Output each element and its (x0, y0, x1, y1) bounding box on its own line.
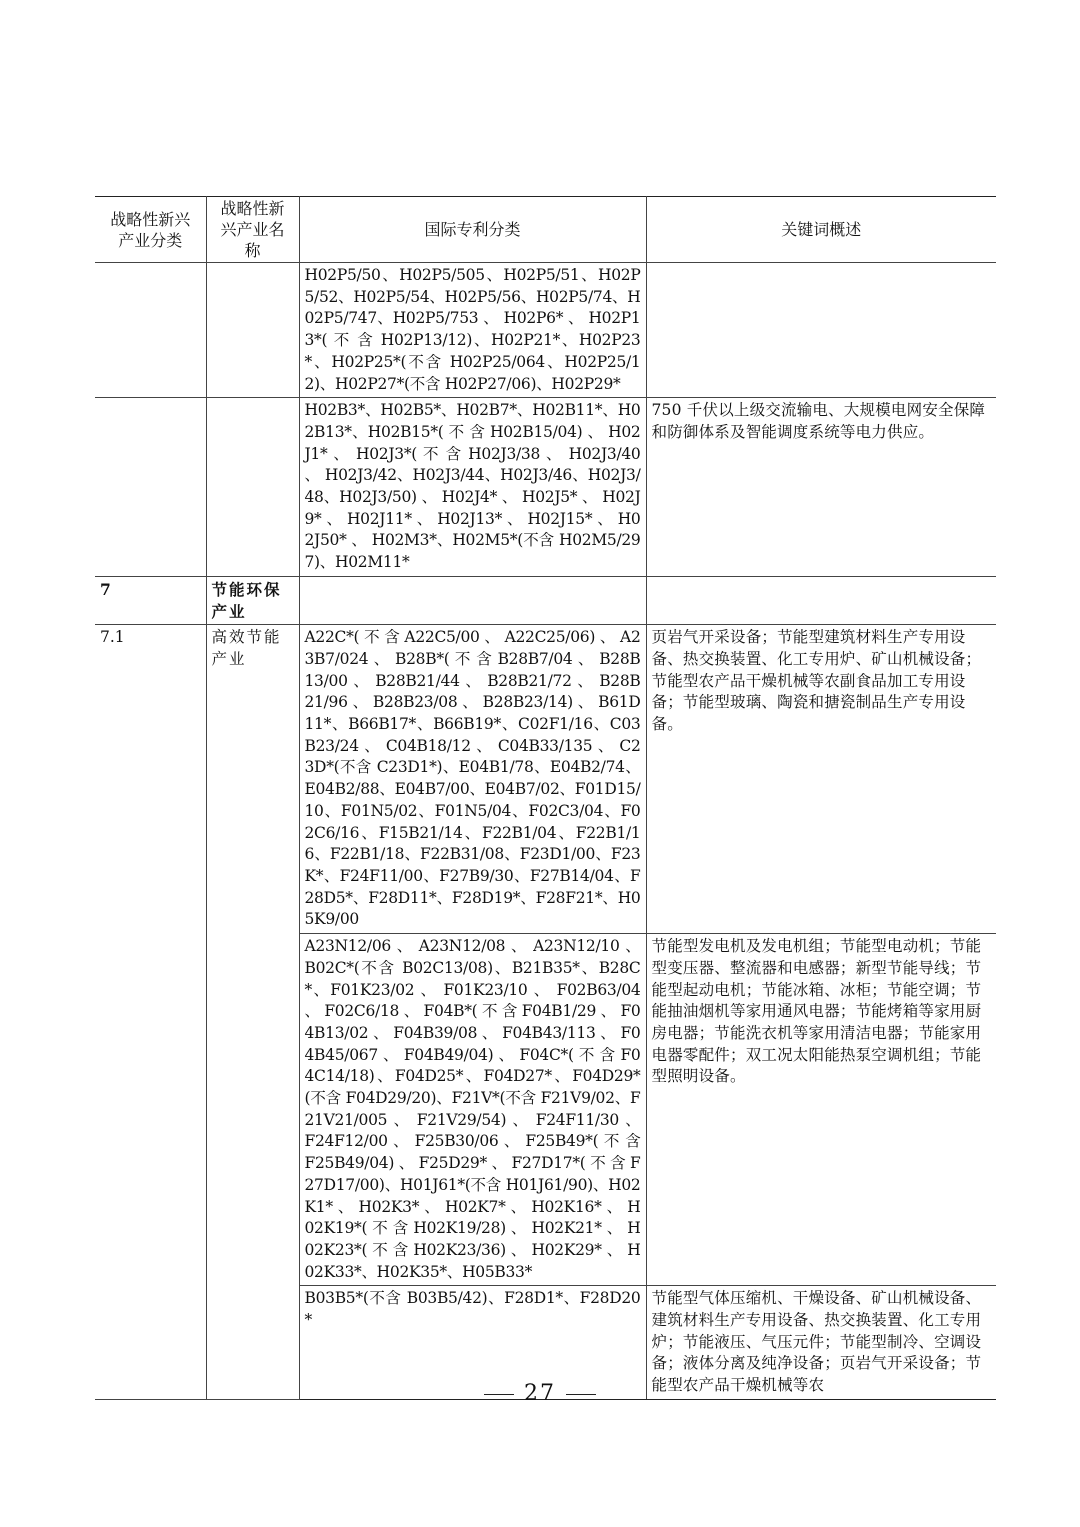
industry-name-cell (206, 263, 299, 398)
ipc-cell (299, 576, 646, 624)
header-category: 战略性新兴产业分类 (95, 197, 206, 263)
table-row (95, 625, 996, 934)
ipc-classification-table (95, 196, 996, 1400)
right-dash (566, 1394, 596, 1395)
ipc-cell: A22C*( 不 含 A22C5/00 、 A22C25/06) 、 A23B7/024 、 B28B*( 不 含 B28B7/04 、 B28B13/00 、 B28B21/44 、 B28B21/72 、 B28B21/96 、 B28B23/08 、 B28B23/14) 、 B61D11*、B66B17*、B66B19*、C02F1/16、C03B23/24 、 C04B18/12 、 C04B33/135 、 C23D*(不含 C23D1*)、E04B1/78、E04B2/74、E04B2/88、E04B7/00、E04B7/02、F01D15/10、F01N5/02、F01N5/04、F02C3/04、F02C6/16、F15B21/14、F22B1/04、F22B1/16、F22B1/18、F22B31/08、F23D1/00、F23K*、F24F11/00、F27B9/30、F27B14/04、F28D5*、F28D11*、F28D19*、F28F21*、H05K9/00 (299, 625, 646, 934)
ipc-cell: H02P5/50、H02P5/505、H02P5/51、H02P5/52、H02P5/54、H02P5/56、H02P5/74、H02P5/747、H02P5/753 、 H02P6* 、 H02P13*( 不 含 H02P13/12)、H02P21*、H02P23*、H02P25*(不含 H02P25/064、H02P25/12)、H02P27*(不含 H02P27/06)、H02P29* (299, 263, 646, 398)
keywords-cell (646, 576, 996, 624)
left-dash (484, 1394, 514, 1395)
table-header-row (95, 197, 996, 263)
category-cell (95, 263, 206, 398)
category-cell: 7 (95, 576, 206, 624)
keywords-cell (646, 263, 996, 398)
category-cell (95, 398, 206, 577)
header-ipc: 国际专利分类 (299, 197, 646, 263)
ipc-cell: A23N12/06 、 A23N12/08 、 A23N12/10 、 B02C*(不含 B02C13/08)、B21B35*、B28C*、F01K23/02 、 F01K23/10 、 F02B63/04 、 F02C6/18 、 F04B*( 不 含 F04B1/29 、 F04B13/02 、 F04B39/08 、 F04B43/113 、 F04B45/067 、 F04B49/04) 、 F04C*( 不 含 F04C14/18)、F04D25*、F04D27*、F04D29*(不含 F04D29/20)、F21V*(不含 F21V9/02、F21V21/005 、 F21V29/54) 、 F24F11/30 、 F24F12/00 、 F25B30/06 、 F25B49*( 不 含 F25B49/04) 、 F25D29* 、 F27D17*( 不 含 F27D17/00)、H01J61*(不含 H01J61/90)、H02K1* 、 H02K3* 、 H02K7* 、 H02K16* 、 H02K19*( 不 含 H02K19/28) 、 H02K21* 、 H02K23*( 不 含 H02K23/36) 、 H02K29* 、 H02K33*、H02K35*、H05B33* (299, 934, 646, 1286)
industry-name-cell: 高效节能产业 (206, 625, 299, 1400)
keywords-cell: 节能型气体压缩机、干燥设备、矿山机械设备、建筑材料生产专用设备、热交换装置、化工专用炉；节能液压、气压元件；节能型制冷、空调设备；液体分离及纯净设备；页岩气开采设备；节能型农产品干燥机械等农 (646, 1286, 996, 1400)
table-row (95, 263, 996, 398)
header-industry-name: 战略性新兴产业名称 (206, 197, 299, 263)
page-number (0, 1381, 1080, 1406)
ipc-cell: B03B5*(不含 B03B5/42)、F28D1*、F28D20* (299, 1286, 646, 1400)
industry-name-cell: 节能环保产业 (206, 576, 299, 624)
table-row (95, 398, 996, 577)
ipc-cell: H02B3*、H02B5*、H02B7*、H02B11*、H02B13*、H02B15*( 不 含 H02B15/04) 、 H02J1* 、 H02J3*( 不 含 H02J3/38 、 H02J3/40 、 H02J3/42、H02J3/44、H02J3/46、H02J3/48、H02J3/50) 、 H02J4* 、 H02J5* 、 H02J9* 、 H02J11* 、 H02J13* 、 H02J15* 、 H02J50* 、 H02M3*、H02M5*(不含 H02M5/297)、H02M11* (299, 398, 646, 577)
keywords-cell: 750 千伏以上级交流输电、大规模电网安全保障和防御体系及智能调度系统等电力供应。 (646, 398, 996, 577)
category-cell: 7.1 (95, 625, 206, 1400)
keywords-cell: 页岩气开采设备；节能型建筑材料生产专用设备、热交换装置、化工专用炉、矿山机械设备；节能型农产品干燥机械等农副食品加工专用设备；节能型玻璃、陶瓷和搪瓷制品生产专用设备。 (646, 625, 996, 934)
page-number-value: 27 (524, 1381, 556, 1406)
keywords-cell: 节能型发电机及发电机组；节能型电动机；节能型变压器、整流器和电感器；新型节能导线；节能型起动电机；节能冰箱、冰柜；节能空调；节能抽油烟机等家用通风电器；节能烤箱等家用厨房电器；节能洗衣机等家用清洁电器；节能家用电器零配件；双工况太阳能热泵空调机组；节能型照明设备。 (646, 934, 996, 1286)
industry-name-cell (206, 398, 299, 577)
header-keywords: 关键词概述 (646, 197, 996, 263)
table-row (95, 576, 996, 624)
